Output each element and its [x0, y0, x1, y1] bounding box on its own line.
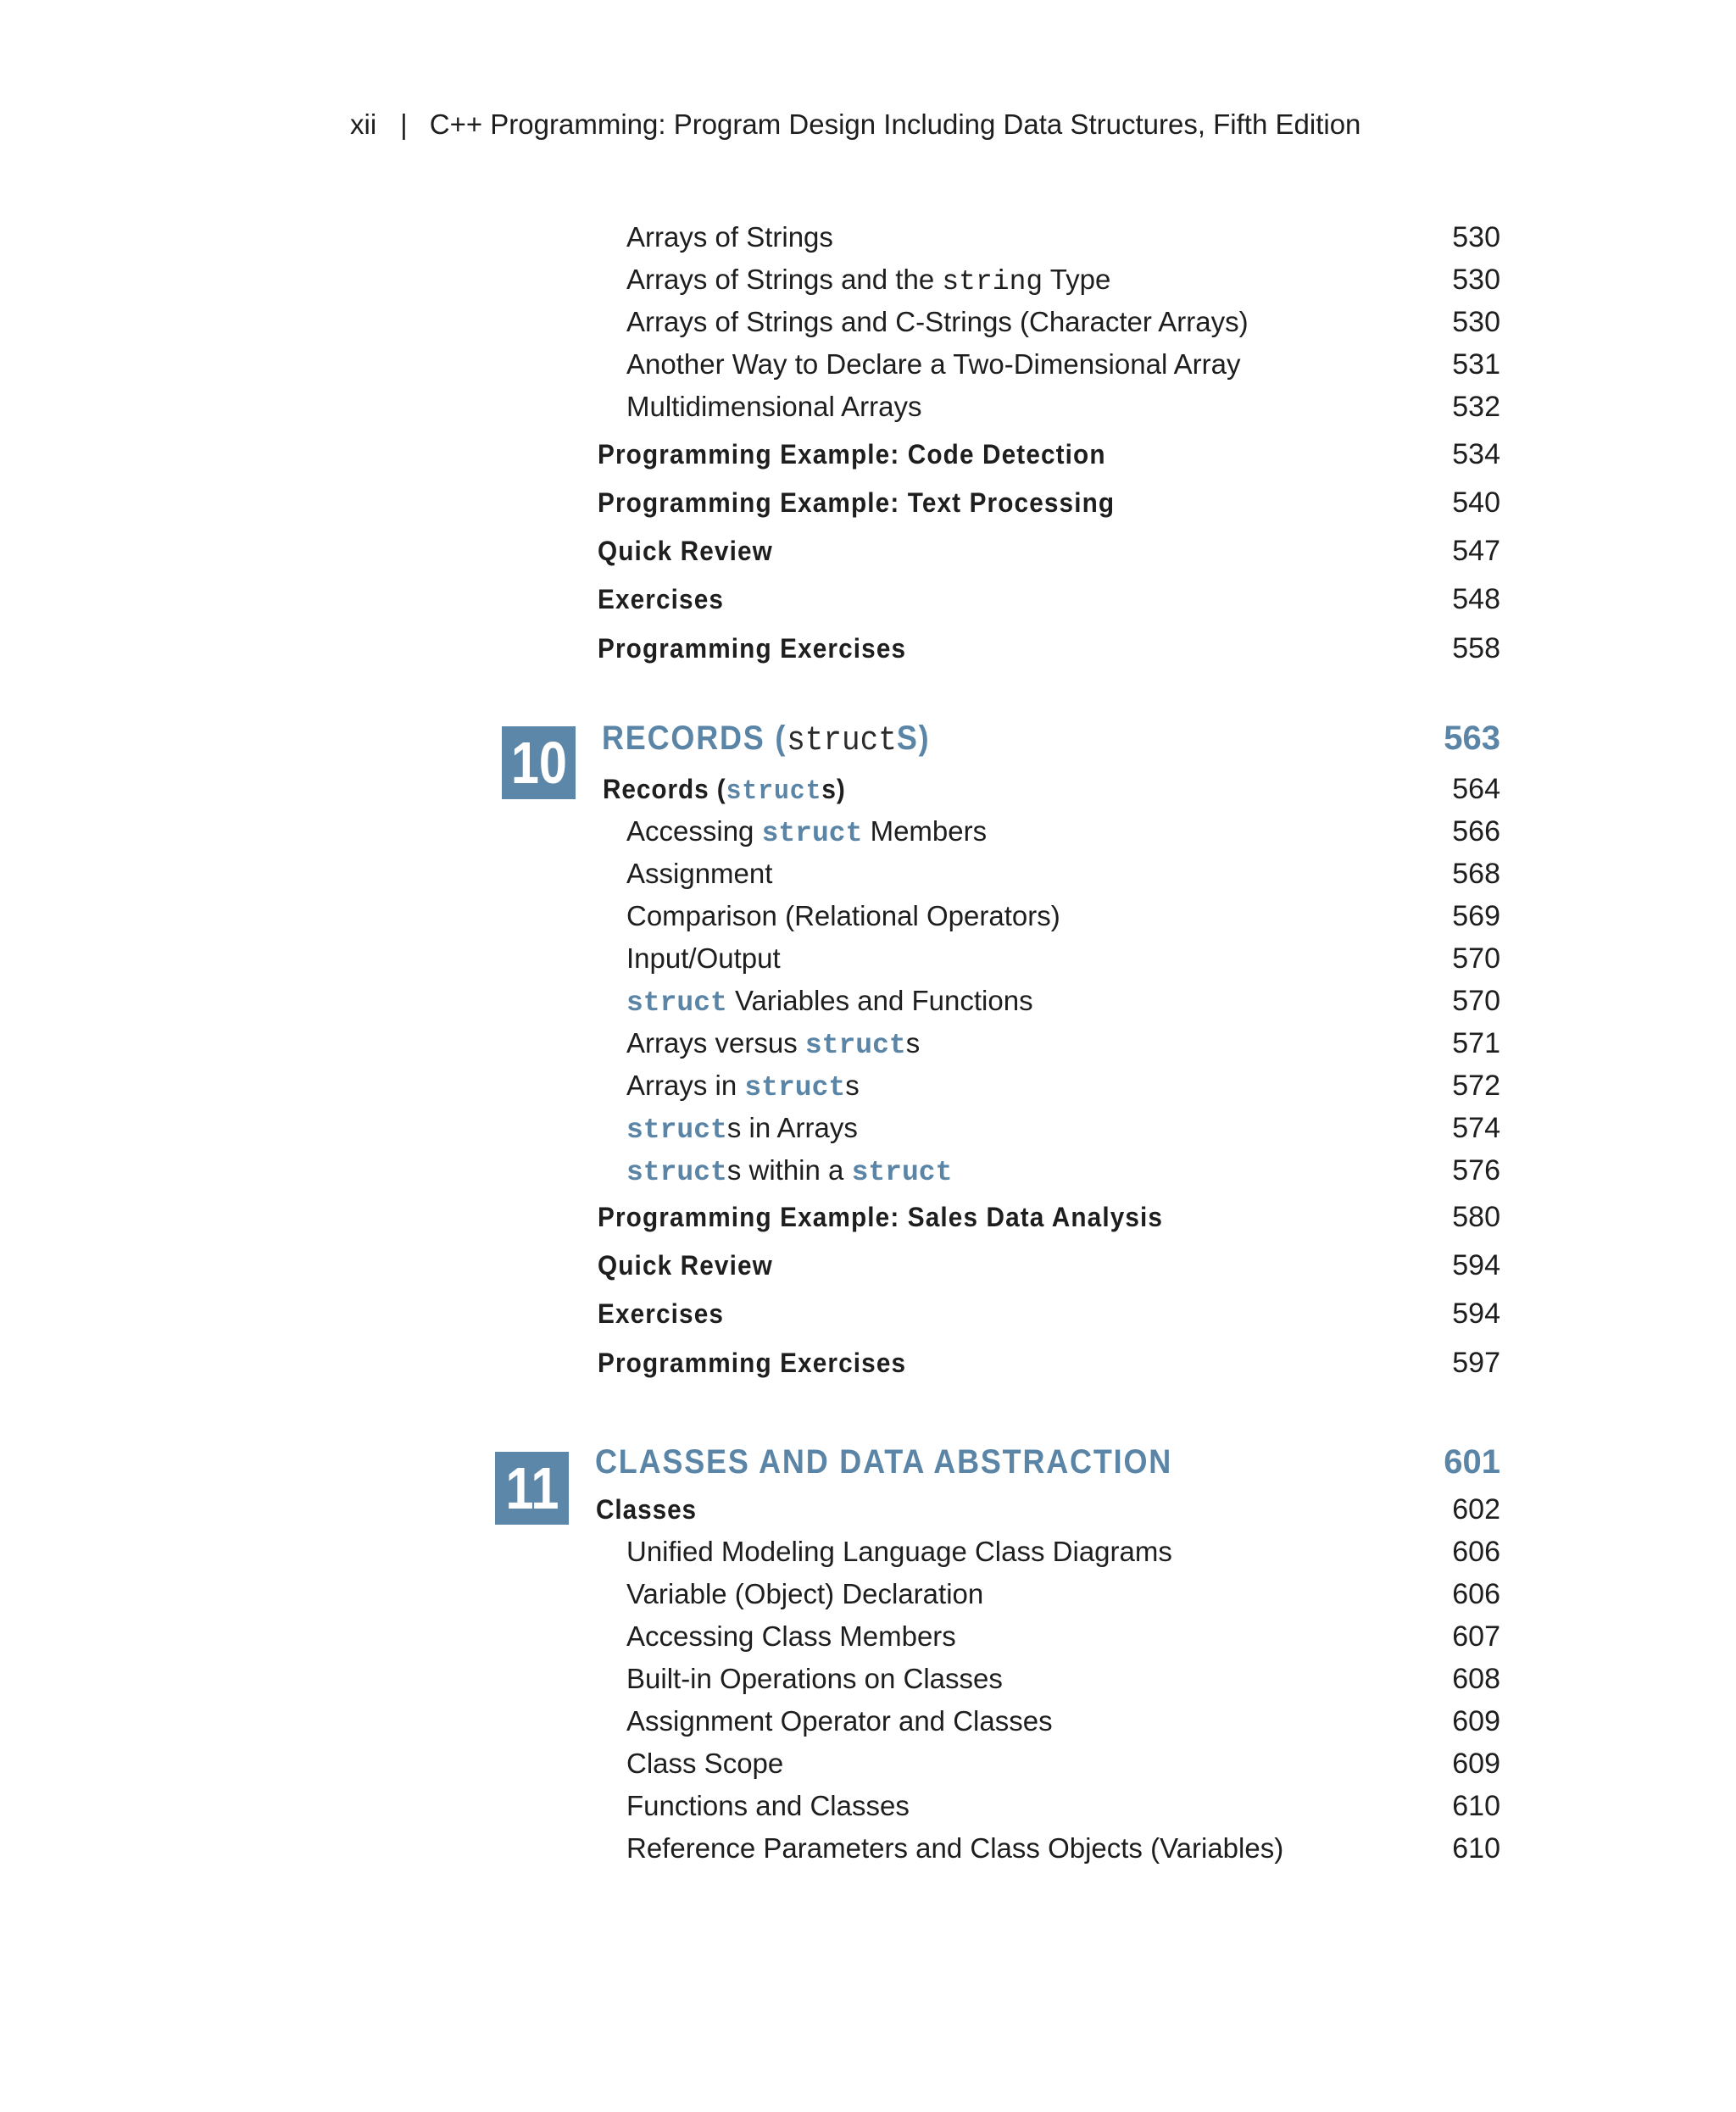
toc-entry-title: Accessing Class Members — [626, 1620, 956, 1652]
toc-entry-page: 532 — [1452, 391, 1500, 423]
toc-section-title: Programming Exercises — [598, 633, 907, 664]
chapter-title: RECORDS (structS) — [602, 720, 931, 760]
toc-section-title: Quick Review — [598, 1250, 773, 1281]
toc-section-page: 580 — [1452, 1201, 1500, 1233]
toc-entry — [0, 1022, 1736, 1064]
toc-entry-title: Built-in Operations on Classes — [626, 1663, 1003, 1694]
toc-section — [0, 1196, 1736, 1238]
code-term: struct — [744, 1072, 846, 1103]
toc-section-title: Exercises — [598, 584, 725, 614]
toc-entry-page: 576 — [1452, 1154, 1500, 1187]
toc-section-title: Programming Exercises — [598, 1348, 907, 1378]
toc-section-title: Records (structs) — [603, 774, 846, 807]
toc-entry-page: 572 — [1452, 1070, 1500, 1102]
toc-entry-title: Unified Modeling Language Class Diagrams — [626, 1536, 1172, 1567]
toc-entry — [0, 1827, 1736, 1870]
code-term: string — [942, 266, 1043, 297]
chapter-page: 563 — [1444, 720, 1500, 757]
toc-entry-page: 570 — [1452, 942, 1500, 975]
toc-entry — [0, 937, 1736, 980]
toc-section — [0, 627, 1736, 670]
toc-entry — [0, 810, 1736, 853]
toc-section — [0, 433, 1736, 475]
toc-entry — [0, 1615, 1736, 1658]
toc-entry-title: Class Scope — [626, 1748, 784, 1779]
code-term: struct — [626, 1114, 727, 1146]
chapter-page: 601 — [1444, 1443, 1500, 1481]
toc-entry-page: 530 — [1452, 306, 1500, 338]
toc-entry-page: 574 — [1452, 1112, 1500, 1144]
code-term: struct — [761, 818, 863, 849]
toc-section-title: Exercises — [598, 1298, 725, 1329]
header-page-number: xii — [350, 108, 377, 140]
toc-section — [0, 1292, 1736, 1335]
toc-entry-page: 568 — [1452, 858, 1500, 890]
toc-entry-page: 609 — [1452, 1748, 1500, 1780]
code-term: struct — [626, 987, 727, 1019]
toc-entry-page: 610 — [1452, 1832, 1500, 1865]
toc-section-title: Programming Example: Text Processing — [598, 487, 1116, 518]
chapter-heading — [0, 717, 1736, 759]
toc-entry-title: struct Variables and Functions — [626, 985, 1033, 1019]
toc-section-page: 564 — [1452, 773, 1500, 805]
toc-entry-title: Comparison (Relational Operators) — [626, 900, 1060, 931]
toc-section-page: 548 — [1452, 583, 1500, 615]
toc-entry-page: 570 — [1452, 985, 1500, 1017]
toc-entry-title: Assignment — [626, 858, 773, 889]
toc-entry-title: Arrays of Strings and C-Strings (Character Arrays) — [626, 306, 1249, 337]
chapter-number: 10 — [510, 730, 567, 796]
toc-entry-title: Input/Output — [626, 942, 781, 974]
toc-section-page: 534 — [1452, 438, 1500, 470]
toc-entry — [0, 895, 1736, 937]
running-header — [350, 108, 1360, 141]
toc-section — [0, 578, 1736, 620]
toc-section — [0, 1488, 1736, 1531]
toc-entry — [0, 980, 1736, 1022]
toc-entry-title: Reference Parameters and Class Objects (Variables) — [626, 1832, 1284, 1864]
toc-section — [0, 481, 1736, 524]
toc-section-page: 597 — [1452, 1347, 1500, 1379]
code-term: struct — [851, 1157, 953, 1188]
toc-entry — [0, 1149, 1736, 1192]
code-term: struct — [804, 1030, 906, 1061]
toc-entry-title: Assignment Operator and Classes — [626, 1705, 1053, 1737]
toc-entry-page: 569 — [1452, 900, 1500, 932]
toc-section-page: 558 — [1452, 632, 1500, 664]
toc-entry-page: 607 — [1452, 1620, 1500, 1653]
toc-entry-title: Accessing struct Members — [626, 815, 988, 849]
toc-entry — [0, 1573, 1736, 1615]
toc-entry — [0, 216, 1736, 258]
toc-entry — [0, 1742, 1736, 1785]
toc-section-page: 594 — [1452, 1249, 1500, 1281]
toc-entry-title: Multidimensional Arrays — [626, 391, 922, 422]
code-term: struct — [787, 722, 897, 760]
toc-section — [0, 1342, 1736, 1384]
toc-section-page: 594 — [1452, 1298, 1500, 1330]
toc-entry — [0, 301, 1736, 343]
toc-entry-page: 571 — [1452, 1027, 1500, 1059]
toc-entry-title: Functions and Classes — [626, 1790, 910, 1821]
toc-entry-page: 606 — [1452, 1536, 1500, 1568]
toc-section-title: Quick Review — [598, 536, 773, 566]
toc-entry — [0, 1107, 1736, 1149]
toc-section-page: 547 — [1452, 535, 1500, 567]
toc-entry-page: 566 — [1452, 815, 1500, 848]
toc-entry-page: 609 — [1452, 1705, 1500, 1737]
toc-section — [0, 530, 1736, 572]
toc-section-page: 602 — [1452, 1493, 1500, 1526]
toc-entry-title: Arrays in structs — [626, 1070, 860, 1103]
chapter-heading — [0, 1441, 1736, 1483]
chapter-number: 11 — [505, 1455, 559, 1521]
code-term: struct — [626, 1157, 727, 1188]
toc-entry-page: 531 — [1452, 348, 1500, 381]
toc-entry-page: 610 — [1452, 1790, 1500, 1822]
toc-entry — [0, 1531, 1736, 1573]
toc-entry — [0, 1658, 1736, 1700]
toc-entry — [0, 258, 1736, 301]
toc-section-title: Programming Example: Sales Data Analysis — [598, 1202, 1164, 1232]
toc-entry-page: 530 — [1452, 221, 1500, 253]
toc-section-title: Programming Example: Code Detection — [598, 439, 1106, 470]
code-term: struct — [726, 775, 822, 807]
toc-section — [0, 1244, 1736, 1287]
toc-entry — [0, 1785, 1736, 1827]
toc-entry-title: Arrays of Strings — [626, 221, 833, 253]
toc-entry-title: Arrays of Strings and the string Type — [626, 264, 1111, 297]
toc-entry-title: Arrays versus structs — [626, 1027, 921, 1061]
toc-entry — [0, 853, 1736, 895]
toc-entry — [0, 343, 1736, 386]
toc-entry-page: 608 — [1452, 1663, 1500, 1695]
header-book-title: C++ Programming: Program Design Including Data Structures, Fifth Edition — [429, 108, 1361, 140]
toc-entry-title: Another Way to Declare a Two-Dimensional Array — [626, 348, 1241, 380]
toc-section-page: 540 — [1452, 486, 1500, 519]
toc-entry — [0, 386, 1736, 428]
toc-entry-page: 530 — [1452, 264, 1500, 296]
toc-entry-title: structs within a struct — [626, 1154, 953, 1188]
toc-entry — [0, 1700, 1736, 1742]
toc-entry-page: 606 — [1452, 1578, 1500, 1610]
toc-section-title: Classes — [596, 1494, 698, 1525]
toc-entry-title: Variable (Object) Declaration — [626, 1578, 984, 1609]
toc-entry — [0, 1064, 1736, 1107]
chapter-title: CLASSES AND DATA ABSTRACTION — [595, 1443, 1173, 1481]
toc-entry-title: structs in Arrays — [626, 1112, 858, 1146]
header-separator: | — [400, 108, 408, 140]
toc-section — [0, 768, 1736, 810]
